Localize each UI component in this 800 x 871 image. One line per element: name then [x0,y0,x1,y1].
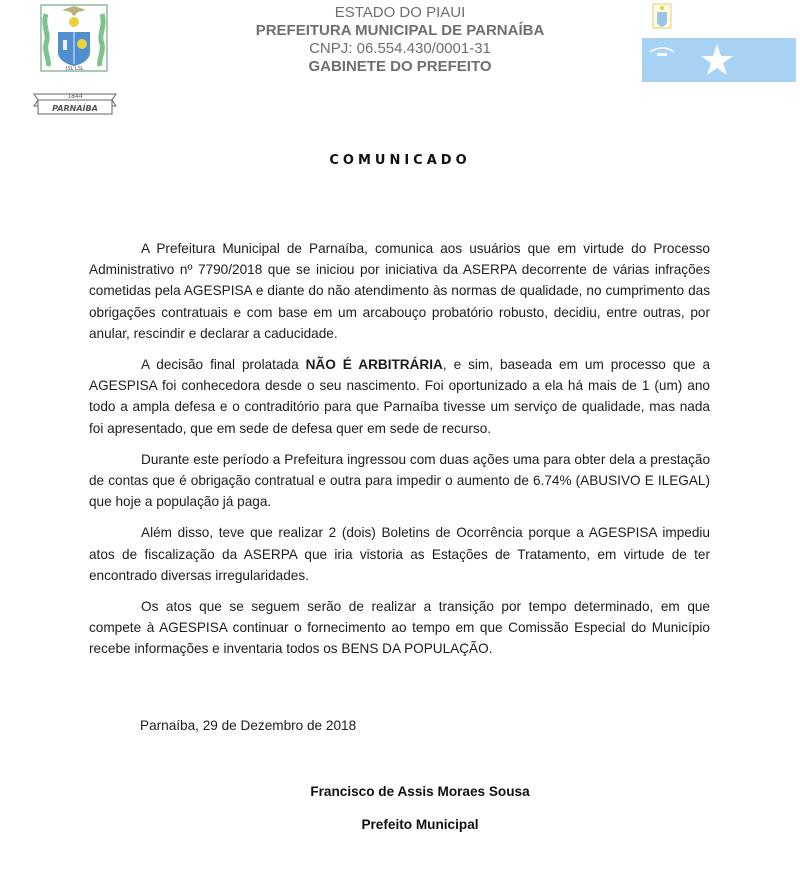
letterhead [230,4,570,76]
small-crest-icon [652,2,672,30]
municipality-name: PREFEITURA MUNICIPAL DE PARNAÍBA [255,22,545,39]
paragraph-2-text-b: , e sim, baseada em um processo que a AGESPISA foi conhecedora desde o seu nascimento. Foi oportunizado a ela há mais de 1 (um) ano todo a ampla defesa e o contraditório para que Parnaíba tivesse um serviço de qualidade, mas nada foi apresentado, que em sede de defesa quer em sede de recurso. [89,357,711,436]
paragraph-2 [89,354,710,439]
document-body [89,238,710,670]
star-icon [700,43,734,77]
ribbon-year: 1844 [67,93,83,100]
parnaiba-flag-icon [642,38,796,82]
state-name: ESTADO DO PIAUI [334,4,466,21]
cnpj: CNPJ: 06.554.430/0001-31 [309,40,491,57]
paragraph-5-text: Os atos que se seguem serão de realizar a transição por tempo determinado, em que compete à AGESPISA continuar o fornecimento ao tempo em que Comissão Especial do Município recebe informações e inventaria todos os BENS DA POPULAÇÃO. [89,599,710,657]
paragraph-3 [89,449,710,513]
paragraph-1-text: A Prefeitura Municipal de Parnaíba, comunica aos usuários que em virtude do Processo Administrativo nº 7790/2018 que se iniciou por iniciativa da ASERPA decorrente de várias infrações cometidas pela AGESPISA e diante do não atendimento às normas de qualidade, no cumprimento das obrigações contratuais e com base em um arcabouço probatório robusto, decidiu, entre outras, por anular, rescindir e declarar a caducidade. [89,241,710,341]
parnaiba-coat-of-arms-icon [40,4,108,72]
document-title: COMUNICADO [329,153,471,168]
emphasis-nao-e-arbitraria: NÃO É ARBITRÁRIA [305,357,443,373]
svg-text:JSL LSL: JSL LSL [66,66,84,72]
paragraph-3-text: Durante este período a Prefeitura ingressou com duas ações uma para obter dela a prestação de contas que é obrigação contratual e outra para impedir o aumento de 6.74% (ABUSIVO E ILEGAL) que hoje a população já paga. [89,451,710,510]
paragraph-2-text-a: A decisão final prolatada [141,357,306,373]
paragraph-1 [89,238,710,344]
signer-name: Francisco de Assis Moraes Sousa [310,784,530,799]
paragraph-4 [89,522,710,586]
office-name: GABINETE DO PREFEITO [308,58,492,75]
date-line: Parnaíba, 29 de Dezembro de 2018 [140,718,357,733]
paragraph-4-text: Além disso, teve que realizar 2 (dois) Boletins de Ocorrência porque a AGESPISA impediu atos de fiscalização da ASERPA que iria vistoria as Estações de Tratamento, em virtude de ter encontrado diversas irregularidades. [89,525,710,583]
flag-inscription-icon [648,44,676,58]
paragraph-5 [89,596,710,660]
ribbon-name: PARNAÍBA [52,104,98,113]
parnaiba-ribbon-icon [32,88,118,116]
signer-role: Prefeito Municipal [361,817,479,832]
